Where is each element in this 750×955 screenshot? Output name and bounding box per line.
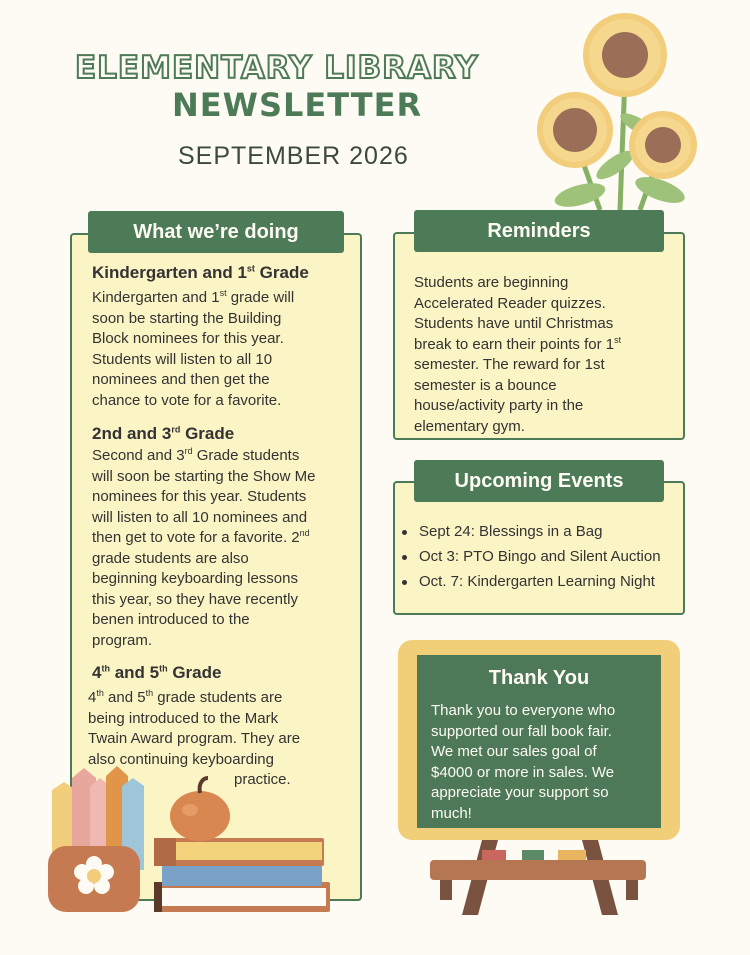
newsletter-title-line2: NEWSLETTER [172, 86, 423, 124]
event-item: Oct 3: PTO Bingo and Silent Auction [417, 547, 661, 572]
reminders-tab: Reminders [414, 210, 664, 252]
sunflower-illustration [520, 0, 750, 215]
kindergarten-first-text: Kindergarten and 1st grade will soon be starting the Building Block nominees for this year. Students will listen to all 10 nominees and then get the chance to vote for a favorite. [92, 288, 295, 409]
thank-you-title: Thank You [488, 667, 590, 689]
reminders-text: Students are beginning Accelerated Reader quizzes. Students have until Christmas break to earn their points for 1st semester. The reward for 1st semester is a bounce house/activity party in the elementary gym. [414, 274, 622, 435]
kindergarten-first-heading: Kindergarten and 1st Grade [92, 263, 309, 282]
chalkboard-easel-illustration [420, 830, 660, 920]
thank-you-text: Thank you to everyone who supported our fall book fair. We met our sales goal of $4000 or more in sales. We appreciate your support so much! [431, 702, 616, 822]
second-third-heading: 2nd and 3rd Grade [92, 424, 235, 443]
upcoming-events-tab: Upcoming Events [414, 460, 664, 502]
fourth-fifth-text: 4th and 5th grade students are being introduced to the Mark Twain Award program. They are also continuing keyboarding practice. [88, 688, 301, 788]
second-third-text: Second and 3rd Grade students will soon be starting the Show Me nominees for this year. Students will listen to all 10 nominees and then get to vote for a favorite. 2nd grade students are also beginning keyboarding lessons this year, so they have recently benen introduced to the program. [92, 446, 316, 649]
event-item: Sept 24: Blessings in a Bag [417, 522, 661, 547]
whats-happening-tab: What we’re doing [88, 211, 344, 253]
apple-on-books-illustration [154, 778, 330, 912]
upcoming-events-list [417, 522, 661, 597]
newsletter-month: SEPTEMBER 2026 [178, 142, 409, 170]
event-item: Oct. 7: Kindergarten Learning Night [417, 572, 661, 597]
newsletter-title-line1: ELEMENTARY LIBRARY [75, 50, 479, 86]
fourth-fifth-heading: 4th and 5th Grade [92, 663, 222, 682]
